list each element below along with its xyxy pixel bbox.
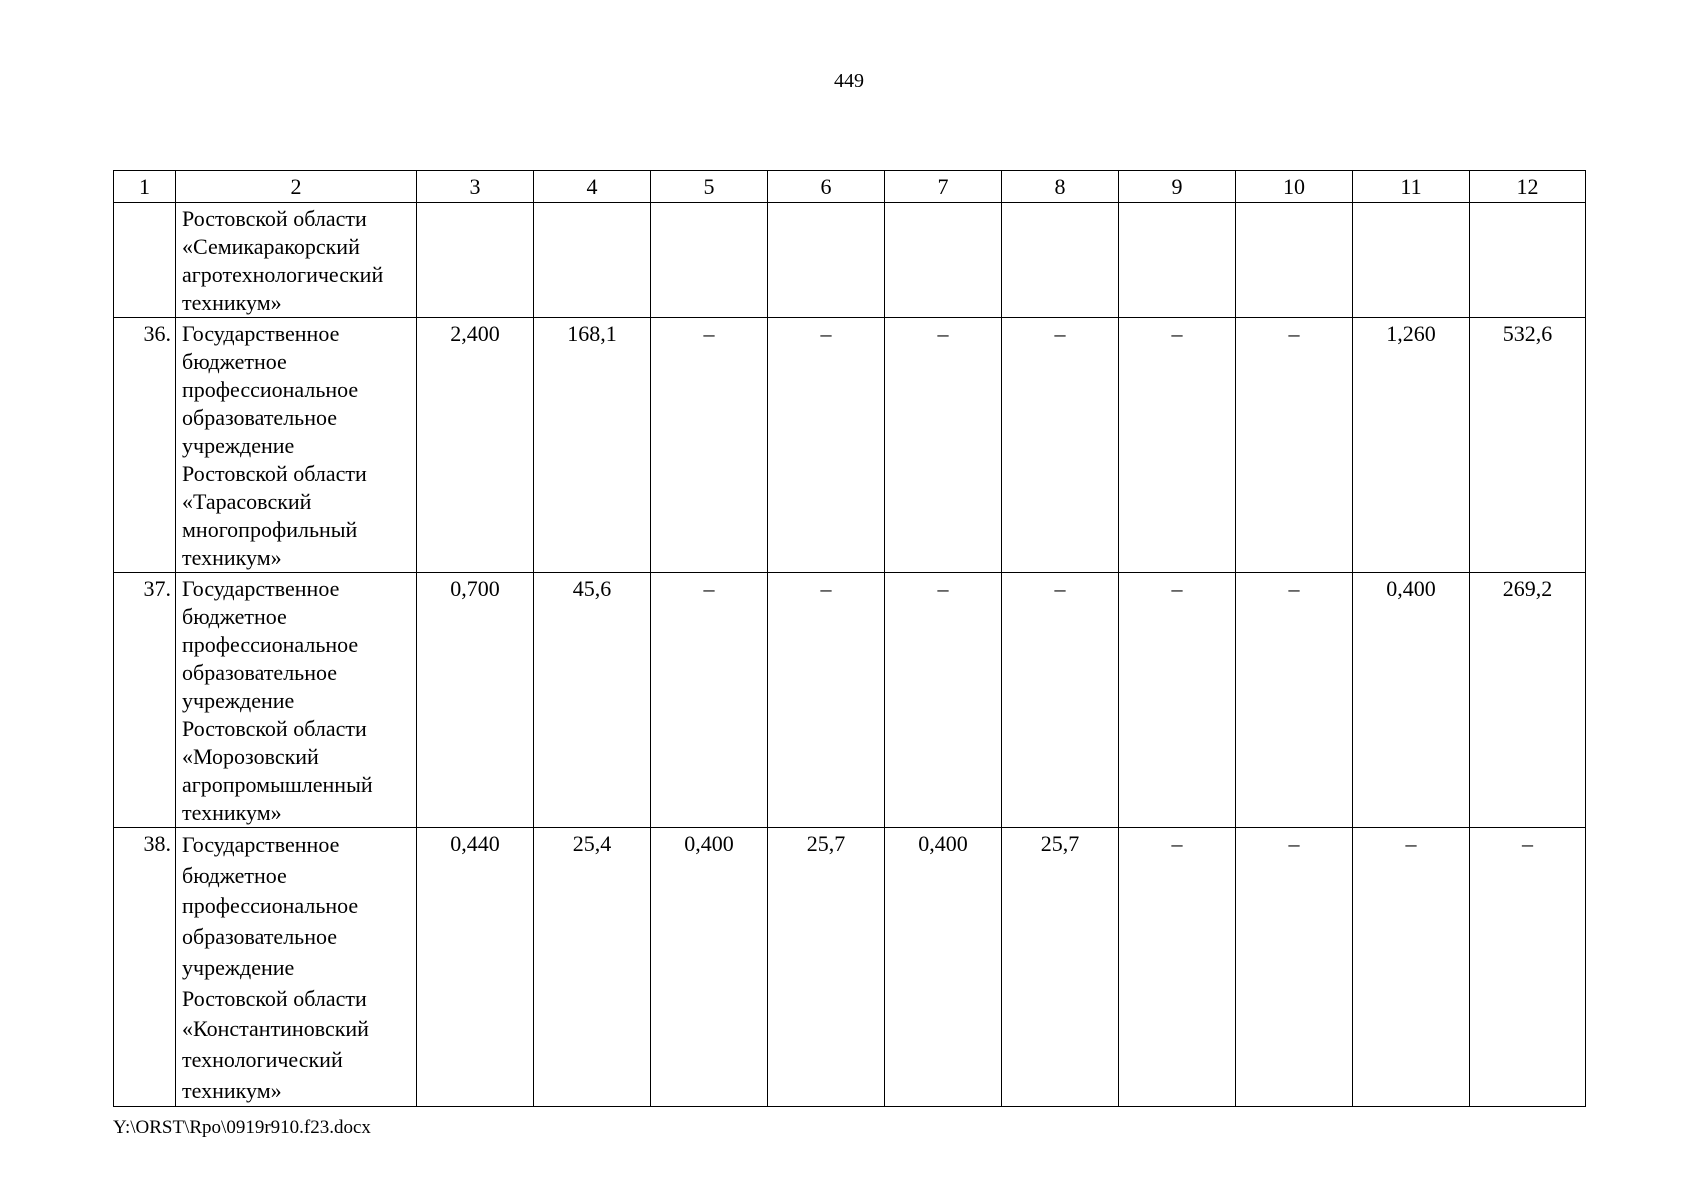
name-line: бюджетное	[182, 604, 287, 629]
table-cell: 0,440	[417, 828, 534, 1107]
table-cell: 0,400	[885, 828, 1002, 1107]
table-cell: –	[885, 318, 1002, 573]
table-cell: –	[1236, 573, 1353, 828]
table-cell: –	[1353, 828, 1470, 1107]
table-cell: 25,4	[534, 828, 651, 1107]
column-header: 11	[1353, 171, 1470, 203]
name-line: техникум»	[182, 1077, 282, 1103]
table-cell: –	[651, 318, 768, 573]
name-line: бюджетное	[182, 862, 287, 888]
name-line: Ростовской области	[182, 716, 367, 741]
name-line: профессиональное	[182, 893, 359, 919]
table-cell: 45,6	[534, 573, 651, 828]
table-cell: –	[1002, 573, 1119, 828]
name-line: учреждение	[182, 433, 295, 458]
column-header: 2	[176, 171, 417, 203]
name-line: «Тарасовский	[182, 489, 312, 514]
table-cell: 0,400	[651, 828, 768, 1107]
column-header: 3	[417, 171, 534, 203]
column-header: 1	[114, 171, 176, 203]
column-header: 4	[534, 171, 651, 203]
column-header: 5	[651, 171, 768, 203]
table-row	[114, 318, 1586, 573]
table-cell: –	[651, 573, 768, 828]
name-line: Государственное	[182, 576, 340, 601]
table-cell	[1236, 203, 1353, 318]
name-line: «Семикаракорский	[182, 234, 360, 259]
table-cell: 25,7	[768, 828, 885, 1107]
table-cell	[885, 203, 1002, 318]
column-header: 10	[1236, 171, 1353, 203]
page-number: 449	[834, 70, 864, 92]
table-cell: –	[1002, 318, 1119, 573]
table-cell	[651, 203, 768, 318]
name-line: агропромышленный	[182, 772, 373, 797]
name-line: техникум»	[182, 290, 282, 315]
table-cell: –	[768, 318, 885, 573]
name-line: «Константиновский	[182, 1016, 369, 1042]
table-cell	[1119, 203, 1236, 318]
name-line: Ростовской области	[182, 206, 367, 231]
institution-name	[176, 203, 417, 318]
name-line: учреждение	[182, 954, 295, 980]
row-number: 36.	[114, 318, 176, 573]
name-line: Ростовской области	[182, 985, 367, 1011]
table-cell: –	[1236, 318, 1353, 573]
table-cell: 2,400	[417, 318, 534, 573]
column-header: 12	[1470, 171, 1586, 203]
column-header: 7	[885, 171, 1002, 203]
name-line: бюджетное	[182, 349, 287, 374]
row-number	[114, 203, 176, 318]
table-row	[114, 203, 1586, 318]
institution-name	[176, 318, 417, 573]
table-cell: –	[885, 573, 1002, 828]
table-cell	[417, 203, 534, 318]
row-number: 38.	[114, 828, 176, 1107]
name-line: профессиональное	[182, 377, 359, 402]
name-line: образовательное	[182, 660, 338, 685]
table-cell	[768, 203, 885, 318]
column-header: 9	[1119, 171, 1236, 203]
table-row	[114, 828, 1586, 1107]
name-line: Государственное	[182, 321, 340, 346]
name-line: образовательное	[182, 405, 338, 430]
table-cell: 168,1	[534, 318, 651, 573]
table-cell: 269,2	[1470, 573, 1586, 828]
institution-name	[176, 828, 417, 1107]
name-line: агротехнологический	[182, 262, 384, 287]
column-header: 8	[1002, 171, 1119, 203]
table-cell: –	[1119, 573, 1236, 828]
table-cell	[534, 203, 651, 318]
name-line: технологический	[182, 1046, 343, 1072]
name-line: Государственное	[182, 832, 340, 857]
row-number: 37.	[114, 573, 176, 828]
table-cell: –	[1119, 318, 1236, 573]
table-row	[114, 573, 1586, 828]
table-cell: –	[1470, 828, 1586, 1107]
name-line: техникум»	[182, 545, 282, 570]
table-cell: 25,7	[1002, 828, 1119, 1107]
data-table	[113, 170, 1586, 1107]
name-line: Ростовской области	[182, 461, 367, 486]
institution-name	[176, 573, 417, 828]
name-line: техникум»	[182, 800, 282, 825]
table-cell: –	[1119, 828, 1236, 1107]
table-cell	[1002, 203, 1119, 318]
table-cell	[1470, 203, 1586, 318]
table-cell: 0,700	[417, 573, 534, 828]
table-cell: –	[1236, 828, 1353, 1107]
table-cell: –	[768, 573, 885, 828]
name-line: профессиональное	[182, 632, 359, 657]
name-line: многопрофильный	[182, 517, 358, 542]
table-cell: 532,6	[1470, 318, 1586, 573]
table-cell: 0,400	[1353, 573, 1470, 828]
table-header-row	[114, 171, 1586, 203]
column-header: 6	[768, 171, 885, 203]
name-line: учреждение	[182, 688, 295, 713]
name-line: «Морозовский	[182, 744, 319, 769]
table-cell: 1,260	[1353, 318, 1470, 573]
table-cell	[1353, 203, 1470, 318]
name-line: образовательное	[182, 924, 338, 950]
document-file-path: Y:\ORST\Rpo\0919r910.f23.docx	[113, 1117, 371, 1138]
